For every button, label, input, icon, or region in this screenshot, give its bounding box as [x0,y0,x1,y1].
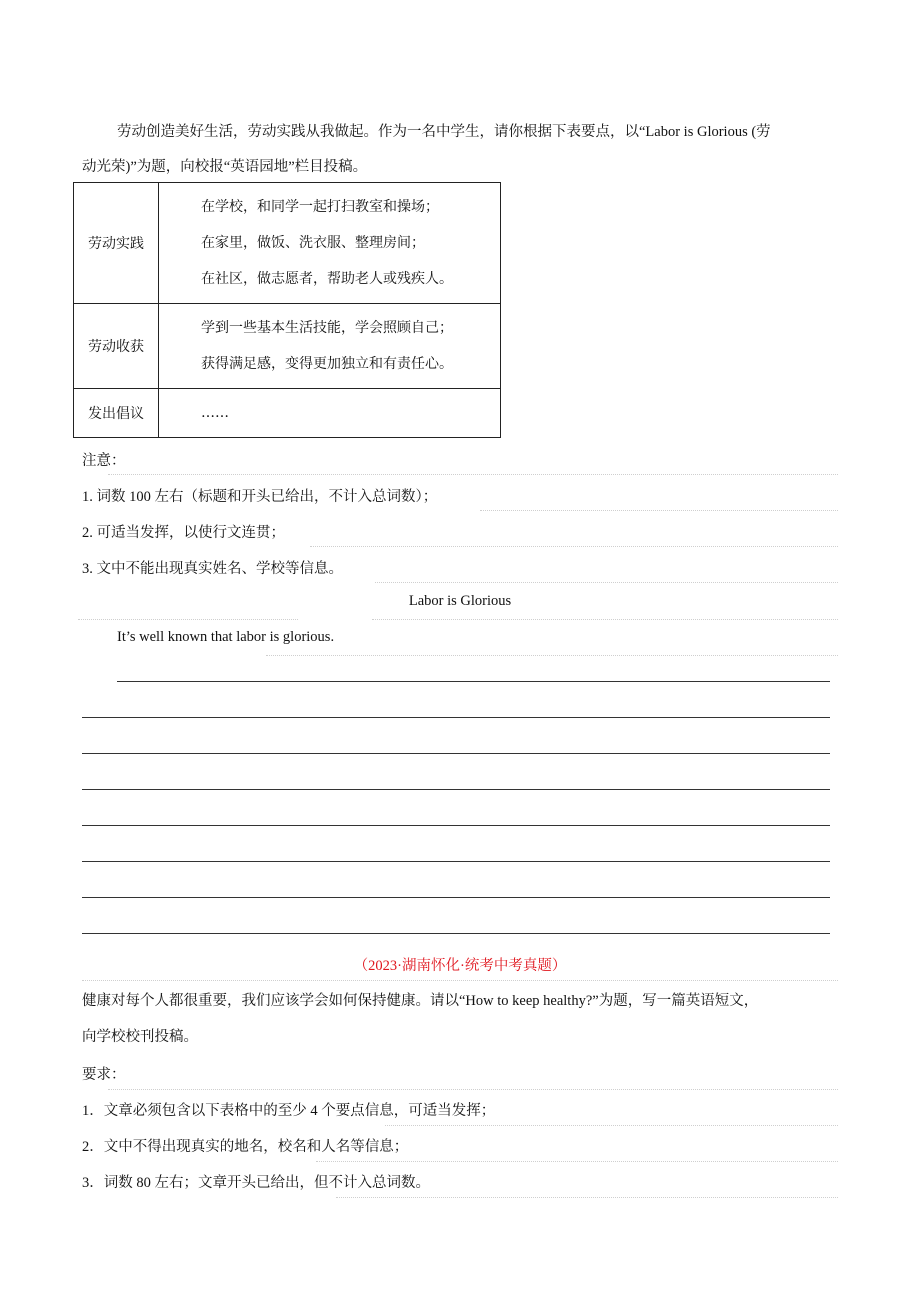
table-row [74,389,501,438]
table-row [74,304,501,389]
content-line: 在社区，做志愿者，帮助老人或残疾人。 [201,271,453,287]
dotted-guide [108,1089,838,1090]
dotted-guide [372,619,838,620]
writing-line[interactable] [82,897,830,898]
dotted-guide [316,1161,838,1162]
requirement-item: 1．文章必须包含以下表格中的至少 4 个要点信息，可适当发挥； [82,1103,496,1119]
dotted-guide [266,655,838,656]
dotted-guide [375,582,838,583]
dotted-guide [82,980,838,981]
task2-prompt-line2: 向学校校刊投稿。 [82,1029,198,1045]
writing-line[interactable] [82,789,830,790]
writing-line[interactable] [82,861,830,862]
task1-prompt-line2: 动光荣)”为题，向校报“英语园地”栏目投稿。 [82,159,368,175]
key-points-table [73,182,501,438]
row-content [159,304,501,389]
task1-prompt-line1: 劳动创造美好生活，劳动实践从我做起。作为一名中学生，请你根据下表要点，以“Labor is Glorious (劳 [117,124,771,140]
content-line: 获得满足感，变得更加独立和有责任心。 [201,356,453,372]
note-item: 3. 文中不能出现真实姓名、学校等信息。 [82,561,343,577]
row-content [159,389,501,438]
dotted-guide [480,510,838,511]
dotted-guide [108,474,838,475]
table-row [74,183,501,304]
dotted-guide [310,546,838,547]
row-label: 劳动实践 [74,183,159,304]
writing-line[interactable] [82,753,830,754]
writing-line[interactable] [82,717,830,718]
writing-line[interactable] [117,681,830,682]
requirements-heading: 要求： [82,1067,126,1083]
essay-opening: It’s well known that labor is glorious. [117,629,335,645]
task2-prompt-line1: 健康对每个人都很重要，我们应该学会如何保持健康。请以“How to keep healthy?”为题，写一篇英语短文， [82,993,759,1009]
content-line: 在学校，和同学一起打扫教室和操场； [201,199,439,215]
dotted-guide [78,619,298,620]
requirement-item: 3．词数 80 左右；文章开头已给出，但不计入总词数。 [82,1175,430,1191]
row-label: 发出倡议 [74,389,159,438]
question-source: （2023·湖南怀化·统考中考真题） [353,958,567,974]
content-line: …… [201,405,229,421]
dotted-guide [336,1197,838,1198]
row-label: 劳动收获 [74,304,159,389]
row-content [159,183,501,304]
content-line: 学到一些基本生活技能，学会照顾自己； [201,320,453,336]
notes-heading: 注意： [82,453,126,469]
writing-line[interactable] [82,825,830,826]
essay-title: Labor is Glorious [408,593,512,609]
requirement-item: 2．文中不得出现真实的地名，校名和人名等信息； [82,1139,409,1155]
writing-line[interactable] [82,933,830,934]
content-line: 在家里，做饭、洗衣服、整理房间； [201,235,425,251]
note-item: 2. 可适当发挥，以使行文连贯； [82,525,285,541]
dotted-guide [385,1125,838,1126]
note-item: 1. 词数 100 左右（标题和开头已给出，不计入总词数）； [82,489,438,505]
